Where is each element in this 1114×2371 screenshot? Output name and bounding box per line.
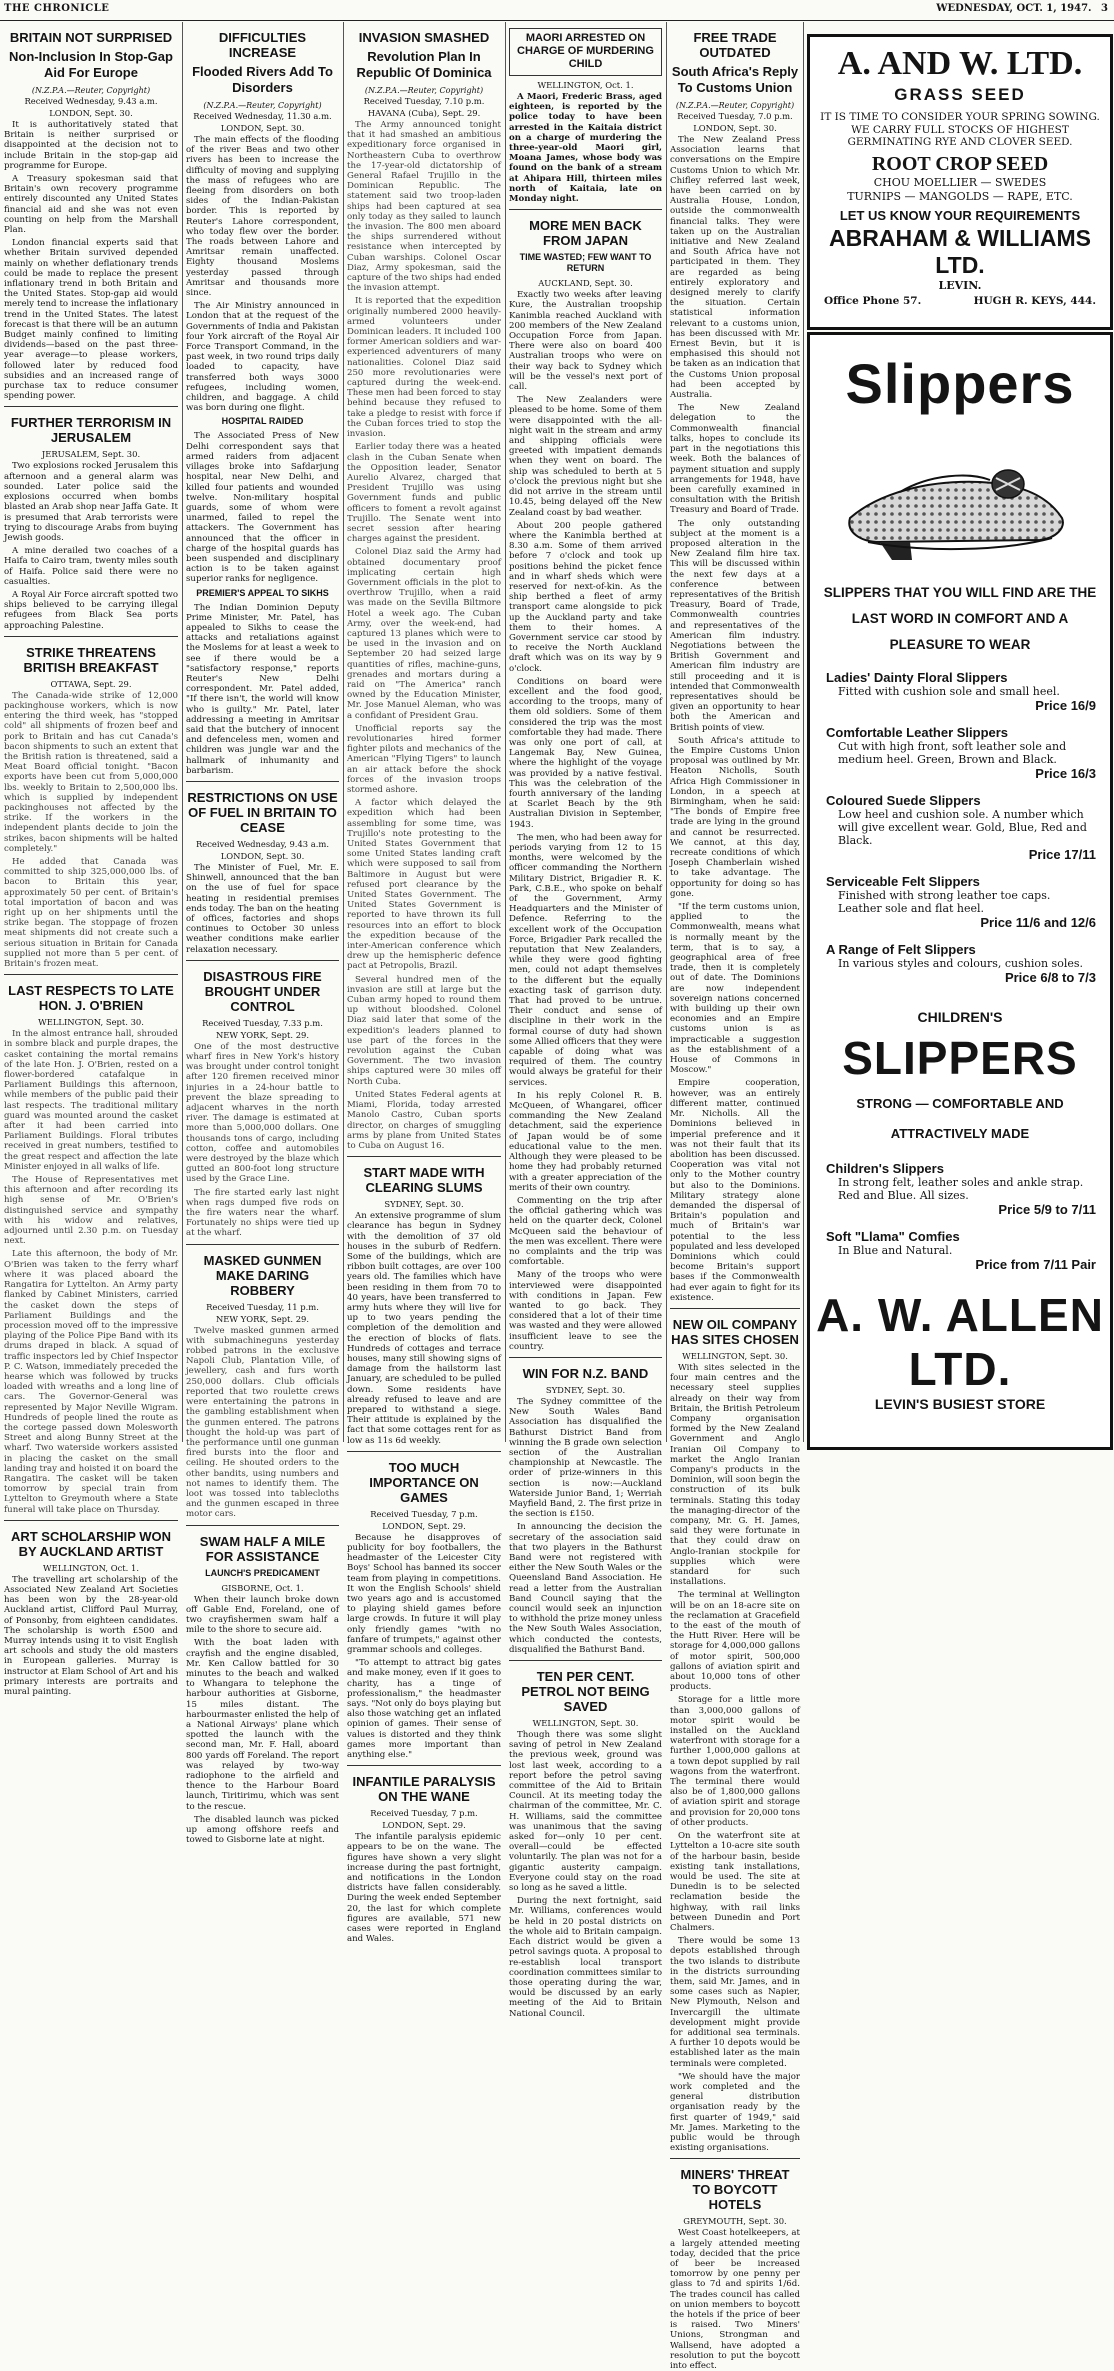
- article-dateline: LONDON, Sept. 30.: [220, 850, 305, 861]
- product-name: Ladies' Dainty Floral Slippers: [826, 670, 1008, 685]
- article-paragraph: Unofficial reports say the revolutionaries hired former fighter pilots and mechanics of the American "Flying Tigers" to launch an air attack before the shock forces of the invasion troops stormed ashore.: [347, 723, 501, 795]
- product-price: Price 16/9: [1035, 698, 1096, 713]
- article-received: Received Wednesday, 9.43 a.m.: [195, 838, 330, 849]
- article-received: Received Tuesday, 11 p.m.: [206, 1301, 319, 1312]
- ad-agent: HUGH R. KEYS, 444.: [973, 294, 1096, 307]
- ad-phone: Office Phone 57.: [824, 294, 922, 307]
- article-headline: MAORI ARRESTED ON CHARGE OF MURDERING CHILD: [517, 32, 654, 70]
- article-headline: TEN PER CENT. PETROL NOT BEING SAVED: [521, 1669, 650, 1715]
- article-paragraph: "To attempt to attract big gates and make money, even if it goes to charity, has a tinge of professionalism," the headmaster says. "Not only do boys playing but also those watching get an inflated opinion of games. Their sense of values is distorted and they think games more important than anything else.": [347, 1658, 501, 1761]
- article-paragraph: Though there was some slight saving of petrol in New Zealand the previous week, ground was lost last week, according to a report before the petrol saving committee of the Aid to Britain Council. At its meeting today the chairman of the committee, Mr. C. H. Williams, said the committee was unanimous that the saving asked for—only 10 per cent. overall—could be effected voluntarily. The plan was not for a gigantic austerity campaign. Everyone could stay on the road so long as he saved a little.: [509, 1730, 662, 1894]
- grass-seed-advertisement: [807, 34, 1113, 330]
- product-name: A Range of Felt Slippers: [826, 942, 976, 957]
- article-paragraph: Because he disapproves of publicity for boy footballers, the headmaster of the Leicester City Boys' School has banned its soccer team from playing in competitions. It won the English Schools' shield two years ago and is accustomed to playing shield games before large crowds. In future it will play only friendly games "with no fanfare of trumpets," against other grammar schools and colleges.: [347, 1532, 501, 1656]
- article-paragraph: The Air Ministry announced in London that at the request of the Governments of India and Pakistan four York aircraft of the Royal Air Force Transport Command, in the past week, in two round trips daily loaded to capacity, have transferred both ways 3000 refugees, including women, children, and baggage. A child was born during one flight.: [186, 301, 339, 414]
- product-price: Price 11/6 and 12/6: [980, 915, 1096, 930]
- product-name: Soft "Llama" Comfies: [826, 1229, 960, 1244]
- newspaper-name: THE CHRONICLE: [4, 3, 110, 14]
- product-price: Price 16/3: [1035, 766, 1096, 781]
- article-paragraph: The Indian Dominion Deputy Prime Minister, Mr. Patel, has appealed to Sikhs to cease the attacks and retaliations against the Moslems for at least a week to see if there would be a "satisfactory response," reports Reuter's New Delhi correspondent. Mr. Patel added, "If there isn't, the world will know who is guilty." Mr. Patel, later addressing a meeting in Amritsar said that the butchery of innocent and defenceless men, women and children was jungle war and the hallmark of inhumanity and barbarism.: [186, 602, 339, 776]
- article-paragraph: With sites selected in the four main centres and the necessary steel supplies already on their way from Britain, the British Petroleum Company organisation formed by the New Zealand Government and Anglo Iranian Oil Company to market the Anglo Iranian Company's products in the Dominion, will soon begin the construction of its bulk terminals. Stating this today the managing-director of the company, Mr. G. H. James, said they were fortunate in that they could draw on Anglo-Iranian stockpile for supplies which were standard for such installations.: [670, 1362, 800, 1588]
- article-dateline: LONDON, Sept. 30.: [693, 123, 777, 133]
- article-divider: [4, 974, 178, 975]
- column-divider: [803, 22, 804, 1442]
- column-divider: [182, 22, 183, 1442]
- product-name: Serviceable Felt Slippers: [826, 874, 980, 889]
- article-paragraph: United States Federal agents at Miami, Florida, today arrested Manolo Castro, Cuban sports director, on charges of smuggling arms by plane from United States to Cuba on August 16.: [347, 1089, 501, 1151]
- article-headline: LAST RESPECTS TO LATE HON. J. O'BRIEN: [8, 983, 174, 1014]
- article-paragraph: The disabled launch was picked up among offshore reefs and towed to Gisborne late at night.: [186, 1814, 339, 1846]
- article-divider: [4, 636, 178, 637]
- article-headline: START MADE WITH CLEARING SLUMS: [363, 1165, 485, 1196]
- column-divider: [666, 22, 667, 1442]
- article-paragraph: The New Zealand delegation to the Commonwealth financial talks, hopes to conclude its part in the negotiations this week. Both the balances of payment situation and supply arrangements for 1948, have been carefully examined in consultation with the British Treasury and Board of Trade.: [670, 403, 800, 516]
- article-headline: BRITAIN NOT SURPRISED: [9, 30, 173, 45]
- product-name: Children's Slippers: [826, 1161, 944, 1176]
- section-subhead: HOSPITAL RAIDED: [221, 416, 304, 427]
- article-paragraph: London financial experts said that whether Britain survived depended mainly on whether deflationary trends could be made to replace the present inflationary trend in both Britain and the United States. Stop-gap aid would merely tend to increase the inflationary trend in the United States. The latest forecast is that there will be an autumn Budget mainly confined to limiting dividends—based on the past three-year average—to please workers, followed later by reduced food subsidies and an increased range of purchase tax to reduce consumer spending power.: [4, 238, 178, 402]
- article-divider: [4, 1520, 178, 1521]
- article-paragraph: The House of Representatives met this afternoon and after recording its high sense of Mr. O'Brien's distinguished service and sympathy with his widow and relatives, adjourned until 2.30 p.m. on Tuesday next.: [4, 1175, 178, 1247]
- article-paragraph: It is reported that the expedition originally numbered 2000 heavily-armed volunteers under Dominican leaders. It included 100 former American soldiers and war-experienced adventurers of many nationalities. Colonel Diaz said 250 more revolutionaries were captured during the week-end. These men had been forced to stay behind because they refused to take a pledge to resist with force if the Cuban forces tried to stop the invasion.: [347, 296, 501, 440]
- article-divider: [670, 1308, 800, 1309]
- article-paragraph: The Army announced tonight that it had smashed an ambitious expeditionary force organised in Northeastern Cuba to overthrow the 17-year-old dictatorship of General Rafael Trujillo in the Dominican Republic. The statement said two troop-laden ships had been captured at sea only today as they sailed to launch the invasion. The 800 men aboard the ships surrendered without resistance when intercepted by Cuban warships. Colonel Oscar Diaz, Army spokesman, said the capture of the two ships had ended the invasion attempt.: [347, 120, 501, 294]
- store-name: A. W. ALLEN LTD.: [816, 1289, 1104, 1395]
- store-slogan: LEVIN'S BUSIEST STORE: [874, 1396, 1046, 1412]
- article-divider: [509, 209, 662, 210]
- article-dateline: LONDON, Sept. 30.: [220, 123, 305, 133]
- article-subheadline: LAUNCH'S PREDICAMENT: [205, 1567, 320, 1578]
- product-item: [826, 793, 1096, 862]
- ad-heading: GRASS SEED: [894, 85, 1026, 104]
- column-5: [670, 22, 800, 2371]
- article-dateline: GISBORNE, Oct. 1.: [221, 1582, 304, 1593]
- product-description: In Blue and Natural.: [838, 1244, 953, 1257]
- column-3: [347, 22, 501, 1945]
- article-headline: ART SCHOLARSHIP WON BY AUCKLAND ARTIST: [10, 1528, 172, 1559]
- article-divider: [4, 406, 178, 407]
- ad-headline: Slippers: [845, 352, 1075, 415]
- article-headline: TOO MUCH IMPORTANCE ON GAMES: [369, 1459, 479, 1505]
- article-paragraph: The New Zealand Press Association learns that conversations on the Empire Customs Union to which Mr. Chifley referred last week, have been carried on by Australia House, London, outside the commonwealth financial talks. They were taken up on the Australian initiative and New Zealand and South Africa have not participated in them. They are regarded as being entirely exploratory and designed merely to clarify the situation. Certain statistical information relevant to a customs union, has been discussed with Mr. Ernest Bevin, but it is emphasised this should not be taken as an indication that the Customs Union proposal had been accepted by Australia.: [670, 135, 800, 401]
- article-paragraph: The main effects of the flooding of the river Beas and two other rivers has been to increase the difficulty of moving and supplying the mass of refugees who are fleeing from disorders on both sides of the Indian-Pakistan border. This is reported by Reuter's Lahore correspondent, who today flew over the border. The roads between Lahore and Amritsar remain unaffected. Eighty thousand Moslems yesterday passed through Amritsar and thousands more since.: [186, 135, 339, 299]
- article-dateline: NEW YORK, Sept. 29.: [215, 1313, 310, 1324]
- product-item: [826, 942, 1096, 985]
- article-dateline: WELLINGTON, Sept. 30.: [38, 1017, 144, 1028]
- article-headline: INFANTILE PARALYSIS ON THE WANE: [352, 1774, 496, 1805]
- article-dateline: LONDON, Sept. 29.: [382, 1820, 466, 1831]
- article-divider: [347, 1765, 501, 1766]
- section-subhead: PREMIER'S APPEAL TO SIKHS: [196, 587, 329, 598]
- product-item: [826, 1161, 1096, 1217]
- article-dateline: SYDNEY, Sept. 30.: [545, 1384, 626, 1395]
- article-paragraph: The Associated Press of New Delhi correspondent says that armed raiders from adjacent villages broke into Safdarjung hospital, near New Delhi, and killed four patients and wounded twelve. Non-military hospital guards, some of whom were unarmed, failed to repel the attackers. The Government has announced that the officer in charge of the hospital guards has been suspended and disciplinary action is to be taken against superior ranks for negligence.: [186, 431, 339, 585]
- article-received: Received Tuesday, 7.10 p.m.: [363, 96, 485, 106]
- article-paragraph: "We should have the major work completed and the general distribution organisation ready by the first quarter of 1949," said Mr. James. Marketing to the public would be through existing organisations.: [670, 2071, 800, 2154]
- article-divider: [509, 1660, 662, 1661]
- article-received: Received Tuesday, 7.0 p.m.: [677, 111, 793, 121]
- article-paragraph: The Canada-wide strike of 12,000 packinghouse workers, which is now entering the third week, has "stopped cold" all shipments of frozen beef and pork to Britain and has cut Canada's bacon shipments to such an extent that the British ration is threatened, said a Meat Board official tonight. "Bacon exports have been cut from 5,000,000 lbs. weekly to Britain to 2,500,000 lbs. which is supplied by independent packinghouses not affected by the strike. If the workers in the independent plants decide to join the strikes, bacon shipments will be halted completely.": [4, 690, 178, 854]
- article-paragraph: About 200 people gathered where the Kanimbla berthed at 8.30 a.m. Some of them arrived before 7 o'clock and took up positions behind the picket fence and in wharf sheds which were reserved for next-of-kin. As the ship berthed a fleet of army transport came alongside to pick up the Auckland party and take them to their homes. A Government service car stood by to receive the North Auckland draft which was on its way by 9 o'clock.: [509, 520, 662, 674]
- article-paragraph: "If the term customs union, applied to the Commonwealth, means what is normally meant by the term, that is to say, a geographical area of free trade, then it is completely out of date. The Dominions are now independent sovereign nations concerned with building up their own economies and an Empire customs union is as impracticable a suggestion as the establishment of a House of Commons in Moscow.": [670, 902, 800, 1076]
- article-dateline: WELLINGTON, Sept. 30.: [682, 1350, 788, 1361]
- article-paragraph: The travelling art scholarship of the Associated New Zealand Art Societies has been won by the 28-year-old Auckland artist, Clifford Paul Murray, of Ponsonby, from eighteen candidates. The scholarship is worth £500 and Murray intends using it to visit English art schools and study the old masters in European galleries. Murray is instructor at Elam School of Art and his primary interests are portraits and mural painting.: [4, 1574, 178, 1697]
- article-headline-box: [509, 28, 662, 76]
- article-headline: FURTHER TERRORISM IN JERUSALEM: [10, 415, 172, 446]
- product-price: Price 6/8 to 7/3: [1004, 970, 1096, 985]
- article-paragraph: In his reply Colonel R. B. McQueen, of Whangarei, officer commanding the New Zealand detachment, said the experience of Japan would be of some educational value to the men. Although they were pleased to be home they had probably returned with a greater appreciation of the merits of their own country.: [509, 1090, 662, 1193]
- article-dateline: OTTAWA, Sept. 29.: [50, 678, 132, 689]
- article-headline: WIN FOR N.Z. BAND: [522, 1365, 649, 1381]
- article-paragraph: The infantile paralysis epidemic appears to be on the wane. The figures have shown a very slight increase during the past fortnight, and notifications in the London districts have fallen considerably. During the week ended September 20, the last for which complete figures are available, 571 new cases were reported in England and Wales.: [347, 1832, 501, 1945]
- article-paragraph: The Minister of Fuel, Mr. E. Shinwell, announced that the ban on the use of fuel for space heating in residential premises ends today. The ban on the heating of offices, factories and shops continues to October 30 unless weather conditions make earlier relaxation necessary.: [186, 862, 339, 955]
- article-headline: DISASTROUS FIRE BROUGHT UNDER CONTROL: [203, 968, 322, 1014]
- ad-product-line: CHOU MOELLIER — SWEDES: [873, 175, 1047, 189]
- product-list: [810, 1161, 1110, 1272]
- article-headline: STRIKE THREATENS BRITISH BREAKFAST: [23, 644, 159, 675]
- product-name: Comfortable Leather Slippers: [826, 725, 1009, 740]
- ad-town: LEVIN.: [938, 278, 982, 292]
- slippers-advertisement: [807, 332, 1113, 1450]
- page-number: 3: [1101, 3, 1108, 14]
- article-subheadline: South Africa's Reply To Customs Union: [671, 64, 799, 95]
- product-item: [826, 874, 1096, 930]
- article-paragraph: South Africa's attitude to the Empire Customs Union proposal was outlined by Mr. Heaton Nicholls, South Africa High Commissioner in London, in a speech at Birmingham, when he said: "The bonds of Empire free trade are lying in the ground and cannot be resurrected. We cannot, at this day, recreate conditions of which Joseph Chamberlain wished to take advantage. The opportunity for doing so has gone.: [670, 735, 800, 899]
- article-dateline: GREYMOUTH, Sept. 30.: [683, 2216, 787, 2227]
- column-4: [509, 22, 662, 2019]
- article-headline: SWAM HALF A MILE FOR ASSISTANCE: [199, 1533, 326, 1564]
- article-paragraph: Exactly two weeks after leaving Kure, the Australian troopship Kanimbla reached Auckland with 200 members of the New Zealand Occupation Force from Japan. There were also on board 400 Australian troops who were on their way back to Sydney which will be the vessel's next port of call.: [509, 290, 662, 393]
- article-paragraph: On the waterfront site at Lyttelton a 10-acre site south of the harbour basin, beside existing tank installations, would be used. The site at Dunedin is to be selected reclamation beside the highway, with rail links between Dunedin and Port Chalmers.: [670, 1831, 800, 1933]
- product-price: Price from 7/11 Pair: [975, 1257, 1096, 1272]
- ad-body: IT IS TIME TO CONSIDER YOUR SPRING SOWING. WE CARRY FULL STOCKS OF HIGHEST GERMINATING RYE AND CLOVER SEED.: [820, 111, 1100, 148]
- product-price: Price 17/11: [1028, 847, 1096, 862]
- article-paragraph: Empire cooperation, however, was an entirely different matter, continued Mr. Nicholls. All the Dominions believed in imperial preference and it was not their fault that its abolition has been discussed. Cooperation was vital not only to the Mother country but also to the Dominions. Military strategy alone demanded the dispersal of Britain's population and much of Britain's war potential to the less populated and less developed Dominions which could become Britain's support bases if the Commonwealth had ever again to fight for its existence.: [670, 1078, 800, 1303]
- column-divider: [505, 22, 506, 1442]
- article-paragraph: The terminal at Wellington will be on an 18-acre site on the reclamation at Gracefield to the east of the mouth of the Hutt River. Here will be storage for 4,000,000 gallons of motor spirit, 500,000 gallons of aviation spirit and about 10,000 tons of other products.: [670, 1590, 800, 1693]
- article-subheadline: TIME WASTED; FEW WANT TO RETURN: [519, 252, 652, 274]
- ad-callout: LET US KNOW YOUR REQUIREMENTS: [839, 207, 1081, 223]
- article-paragraph: The men, who had been away for periods varying from 12 to 15 months, were welcomed by the officer commanding the Northern Military District, Brigadier R. K. Park, C.B.E., who spoke on behalf of the Government, Army Headquarters and the Minister of Defence. Referring to the excellent work of the Occupation Force, Brigadier Park recalled the reputation that New Zealanders, while they were good fighting men, could not adapt themselves to the different but the equally exacting task of garrison duty. That had proved to be untrue. Their conduct and sense of discipline in their work in the formal course of duty had shown some Allied officers that they were capable of doing what was required of them. The country would always be grateful for their services.: [509, 832, 662, 1088]
- product-description: Finished with strong leather toe caps. Leather sole and flat heel.: [838, 889, 1051, 915]
- article-headline: MINERS' THREAT TO BOYCOTT HOTELS: [680, 2167, 790, 2213]
- article-paragraph: A factor which delayed the expedition which had been assembling for some time, was Trujillo's note protesting to the United States Government that some United States landing craft which were supposed to sail from Baltimore in August but were refused port clearance by the United States Government. The United States Government is reported to have thrown its full resources into an effort to block the expedition because of the inter-American conference which drew up the hemispheric defence pact at Petropolis, Brazil.: [347, 798, 501, 972]
- article-headline: DIFFICULTIES INCREASE: [218, 30, 307, 60]
- article-dateline: HAVANA (Cuba), Sept. 29.: [367, 108, 481, 118]
- article-credit: (N.Z.P.A.—Reuter, Copyright): [203, 101, 322, 110]
- article-paragraph: The only outstanding subject at the moment is a proposed alteration in the New Zealand film hire tax. This will be discussed within the next few days at a conference between representatives of the British Treasury, Board of Trade, Commonwealth countries and representatives of the American film industry. Negotiations between the British Government and American film industry are still proceeding and it is intended that Commonwealth representatives should be given an opportunity to hear both the American and British points of view.: [670, 518, 800, 733]
- article-paragraph: Storage for a little more than 3,000,000 gallons of motor spirit would be installed on the Auckland waterfront with storage for a further 1,000,000 gallons at a town depot supplied by rail wagons from the waterfront. The terminal there would also be of 1,800,000 gallons of aviation spirit and storage and provision for 20,000 tons of other products.: [670, 1695, 800, 1828]
- product-description: Fitted with cushion sole and small heel.: [838, 685, 1060, 698]
- article-divider: [670, 2158, 800, 2159]
- article-received: Received Tuesday, 7 p.m.: [370, 1808, 478, 1819]
- article-paragraph: An extensive programme of slum clearance has begun in Sydney with the demolition of 37 old houses in the suburb of Redfern. Some of the buildings, which are ribbon built cottages, are over 100 years old. The families which have been residing in them from 70 to 40 years, have been transferred to army huts where they will live for up to two years pending the completion of the demolition and the erection of blocks of flats. Hundreds of cottages and terrace houses, many still showing signs of damage from the hailstorm last January, are scheduled to be pulled down. Some residents have already refused to leave and are prepared to withstand a siege. Their attitude is explained by the fact that some cottages rent for as low as 11s 6d weekly.: [347, 1211, 501, 1446]
- article-paragraph: A Maori, Frederic Brass, aged eighteen, is reported by the police today to have been arrested in the Kaitaia district on a charge of murdering the three-year-old Maori girl, Moana James, whose body was found on the bank of a stream at Ahipara Hill, thirteen miles north of Kaitaia, late on Monday night.: [509, 92, 662, 205]
- article-headline: FREE TRADE OUTDATED: [693, 30, 777, 60]
- product-description: Low heel and cushion sole. A number which will give excellent wear. Gold, Blue, Red and Black.: [838, 808, 1087, 847]
- product-item: [826, 670, 1096, 713]
- column-divider: [343, 22, 344, 1442]
- article-headline: INVASION SMASHED: [358, 30, 490, 45]
- article-dateline: LONDON, Sept. 30.: [49, 108, 133, 118]
- article-paragraph: A mine derailed two coaches of a Haifa to Cairo tram, twenty miles south of Haifa. Police said there were no casualties.: [4, 546, 178, 587]
- article-paragraph: The New Zealanders were pleased to be home. Some of them were disappointed with the all-night wait in the stream and army and shipping officials were greeted with impatient demands when they went on board. The ship was scheduled to berth at 5 o'clock the previous night but she did not arrive in the stream until 10.45, being delayed off the New Zealand coast by bad weather.: [509, 395, 662, 518]
- product-description: In various styles and colours, cushion soles.: [838, 957, 1083, 970]
- article-subheadline: Flooded Rivers Add To Disorders: [192, 64, 333, 95]
- article-divider: [347, 1451, 501, 1452]
- article-credit: (N.Z.P.A.—Reuter, Copyright): [675, 101, 795, 110]
- product-item: [826, 1229, 1096, 1272]
- article-paragraph: Conditions on board were excellent and the food good, according to the troops, many of them old soldiers. Some of them considered the trip was the most comfortable they had made. There was only one port of call, at Langemak Bay, New Guinea, where the highlight of the voyage was provided by a native festival. This was the celebration of the fourth anniversary of the landing at Scarlet Beach by the 9th Australian Division in September, 1943.: [509, 676, 662, 830]
- article-received: Received Tuesday, 7.33 p.m.: [202, 1017, 323, 1028]
- article-headline: RESTRICTIONS ON USE OF FUEL IN BRITAIN TO CEASE: [187, 789, 338, 835]
- article-received: Received Tuesday, 7 p.m.: [370, 1508, 478, 1519]
- article-paragraph: West Coast hotelkeepers, at a largely attended meeting today, decided that the price of beer be increased tomorrow by one penny per glass to 7d and spirits 1/6d. The trades council has called on union members to boycott the hotels if the price of beer is raised. Two Miners' Unions, Strongman and Wallsend, have adopted a resolution to put the boycott into effect.: [670, 2228, 800, 2371]
- article-subheadline: Revolution Plan In Republic Of Dominica: [356, 49, 492, 80]
- date-text: WEDNESDAY, OCT. 1, 1947.: [936, 3, 1092, 14]
- article-paragraph: Late this afternoon, the body of Mr. O'Brien was taken to the ferry wharf where it was placed aboard the Rangatira for Lyttelton. An Army party flanked by Cabinet Ministers, carried the casket down the steps of Parliament Buildings and the procession moved off to the impressive playing of the Police Pipe Band with its drums draped in black. A squad of traffic inspectors led by Chief Inspector P. C. Watson, immediately preceded the hearse which was followed by trucks loaded with wreaths and a long line of cars. The Governor-General was represented by Major Neville Wigram. Hundreds of people lined the route as the cortege passed down Molesworth Street and along Bunny Street at the wharf. Two waterside workers assisted in placing the casket on the small landing tray and hoisted it on board the Rangatira. The casket will be taken tomorrow by special train from Lyttelton to Greymouth where a State funeral will take place on Thursday.: [4, 1249, 178, 1515]
- article-dateline: SYDNEY, Sept. 30.: [384, 1199, 464, 1210]
- article-paragraph: Earlier today there was a heated clash in the Cuban Senate when the Opposition leader, Senator Aurelio Alvarez, charged that President Trujillo was using Government funds and public officers to foment a revolt against Trujillo. The Senate went into secret session after hearing charges against the president.: [347, 442, 501, 545]
- article-credit: (N.Z.P.A.—Reuter, Copyright): [364, 86, 484, 95]
- ad-product-line: TURNIPS — MANGOLDS — RAPE, ETC.: [847, 189, 1073, 203]
- article-paragraph: A Treasury spokesman said that Britain's own recovery programme entirely discounted any United States financial aid and she was not even counting on help from the Marshall Plan.: [4, 174, 178, 236]
- children-tagline: STRONG — COMFORTABLE AND ATTRACTIVELY MADE: [856, 1096, 1064, 1141]
- product-description: Cut with high front, soft leather sole and medium heel. Green, Brown and Black.: [838, 740, 1067, 766]
- product-description: In strong felt, leather soles and ankle strap. Red and Blue. All sizes.: [838, 1176, 1084, 1202]
- article-paragraph: One of the most destructive wharf fires in New York's history was brought under control tonight after 120 firemen received minor injuries in a 24-hour battle to prevent the blaze spreading to adjacent wharves in the north river. The damage is estimated at more than 5,000,000 dollars. One thousands tons of cargo, including cotton, coffee and automobiles were destroyed by the blaze which gutted an 800-foot long structure used by the Grace Line.: [186, 1041, 339, 1185]
- ad-firm-name: ABRAHAM & WILLIAMS LTD.: [829, 224, 1091, 278]
- article-paragraph: He added that Canada was committed to ship 325,000,000 lbs. of bacon to Britain this year, approximately 50 per cent. of Britain's total importation of bacon and was right up on her shipments until the strike began. The stoppage of frozen meat shipments did not create such a serious situation in Britain for Canada supplied not more than 5 per cent. of Britain's frozen meat.: [4, 856, 178, 970]
- article-paragraph: The Sydney committee of the New South Wales Band Association has disqualified the Bathurst District Band from winning the B grade own selection section of the Australian championship at Newcastle. The order of prize-winners in this section is now:—Auckland Waterside Junior Band, 1; Werriah Mayfield Band, 2. The first prize in the section is £150.: [509, 1396, 662, 1520]
- article-dateline: WELLINGTON, Sept. 30.: [532, 1718, 639, 1729]
- article-dateline: NEW YORK, Sept. 29.: [215, 1029, 310, 1040]
- slipper-illustration: [840, 422, 1080, 572]
- article-paragraph: There would be some 13 depots established through the two islands to distribute in the districts surrounding them, said Mr. James, and in some cases such as Napier, New Plymouth, Nelson and Invercargill the ultimate development might provide for additional sea terminals. A further 10 depots would be established later as the main terminals were completed.: [670, 1936, 800, 2069]
- column-1: [4, 22, 178, 1697]
- product-price: Price 5/9 to 7/11: [998, 1202, 1096, 1217]
- product-name: Coloured Suede Slippers: [826, 793, 981, 808]
- ad-tagline: SLIPPERS THAT YOU WILL FIND ARE THE LAST WORD IN COMFORT AND A PLEASURE TO WEAR: [823, 585, 1097, 652]
- article-paragraph: With the boat laden with crayfish and the engine disabled, Mr. Ken Callow battled for 30 minutes to the beach and walked to Whangara to telephone the harbour authorities at Gisborne, 15 miles distant. The harbourmaster enlisted the help of a National Airways' plane which spotted the launch with the second man, Mr. F. Hall, aboard 800 yards off Foreland. The report was relayed by two-way radiophone to the airfield and thence to the Harbour Board launch, Tiritirimu, which was sent to the rescue.: [186, 1638, 339, 1812]
- article-paragraph: Many of the troops who were interviewed were disappointed with conditions in Japan. Few wanted to go back. They considered that a lot of their time was wasted and they were allowed insufficient leave to see the country.: [509, 1270, 662, 1352]
- children-heading: CHILDREN'S: [917, 1009, 1003, 1025]
- article-paragraph: Commenting on the trip after the official gathering which was held on the quarter deck, Colonel McQueen said the behaviour of the men was excellent. There were no complaints and the trip was comfortable.: [509, 1195, 662, 1268]
- article-paragraph: When their launch broke down off Gable End, Foreland, one of two crayfishermen swam half a mile to the shore to secure aid.: [186, 1594, 339, 1636]
- article-paragraph: Twelve masked gunmen armed with submachineguns yesterday robbed patrons in the exclusive Napoli Club, Plantation Ville, of jewellery, cash and furs worth 250,000 dollars. Club officials reported that two roulette crews were entertaining the patrons in the gambling establishment when the gunmen entered. The patrons thought the hold-up was part of the performance until one gunman fired bursts into the floor and ceiling. He shouted orders to the other bandits, using numbers and not names to identify them. The loot was tossed into tablecloths and the gunmen escaped in three motor cars.: [186, 1325, 339, 1520]
- ad-firm-title: A. AND W. LTD.: [837, 45, 1083, 82]
- issue-date: [930, 3, 1108, 14]
- article-paragraph: In the almost entrance hall, shrouded in sombre black and purple drapes, the casket containing the mortal remains of the late Hon. J. O'Brien, rested on a flower-bordered catafalque in Parliament Buildings this afternoon, while members of the public paid their last respects. The traditional military guard was mounted around the casket after it had been carried into Parliament Buildings. Floral tributes received in great numbers, testified to the great respect and affection the late Minister enjoyed in all walks of life.: [4, 1029, 178, 1172]
- article-paragraph: Colonel Diaz said the Army had obtained documentary proof implicating certain high Government officials in the plot to overthrow Trujillo, when a raid was made on the Sevilla Biltmore Hotel a week ago. The Cuban Army, over the week-end, had captured 13 planes which were to be used in the invasion and on September 20 had seized large quantities of rifles, machine-guns, grenades and mortars during a raid on "The America" ranch owned by the Education Minister, Mr. Jose Manuel Aleman, who was a confidant of President Grau.: [347, 547, 501, 721]
- article-received: Received Wednesday, 11.30 a.m.: [193, 111, 332, 121]
- article-divider: [186, 1525, 339, 1526]
- article-divider: [347, 1156, 501, 1157]
- product-list: [810, 670, 1110, 985]
- ad-contact-row: [824, 295, 1096, 307]
- article-subheadline: Non-Inclusion In Stop-Gap Aid For Europe: [9, 49, 173, 80]
- article-dateline: AUCKLAND, Sept. 30.: [538, 278, 633, 289]
- article-paragraph: In announcing the decision the secretary of the association said that two players in the Bathurst Band were not registered with either the New South Wales or the Queensland Band Association. He read a letter from the Australian Band Council saying that the council would seek an injunction to withhold the prize money unless the New South Wales Association, which conducted the contests, disqualified the Bathurst Band.: [509, 1522, 662, 1655]
- article-divider: [186, 1244, 339, 1245]
- article-paragraph: The fire started early last night when rags dumped five rods on the fire waters near the wharf. Fortunately no ships were tied up at the wharf.: [186, 1187, 339, 1239]
- masthead: [0, 0, 1114, 21]
- article-dateline: LONDON, Sept. 29.: [382, 1520, 466, 1531]
- article-dateline: WELLINGTON, Oct. 1.: [43, 1562, 139, 1573]
- article-divider: [509, 1357, 662, 1358]
- article-paragraph: During the next fortnight, said Mr. Williams, conferences would be held in 20 postal districts on the whole aid to Britain campaign. Each district would be given a petrol savings quota. A proposal to re-establish local transport coordination committees similar to those operating during the war, would be discussed by an early meeting of the Aid to Britain National Council.: [509, 1896, 662, 2019]
- article-paragraph: It is authoritatively stated that Britain is neither surprised or disappointed at the decision not to include Britain in the stop-gap aid programme for Europe.: [4, 120, 178, 171]
- article-headline: NEW OIL COMPANY HAS SITES CHOSEN: [671, 1316, 799, 1347]
- column-2: [186, 22, 339, 1846]
- article-paragraph: A Royal Air Force aircraft spotted two ships believed to be carrying illegal refugees from Black Sea ports approaching Palestine.: [4, 589, 178, 631]
- article-credit: (N.Z.P.A.—Reuter, Copyright): [31, 86, 151, 95]
- article-paragraph: Several hundred men of the invasion are still at large but the Cuban army hoped to round them up without bloodshed. Colonel Diaz said later that some of the expedition's leaders planned to use part of the forces in the revolution against the Cuban Government. The two invasion ships captured were 30 miles off North Cuba.: [347, 974, 501, 1087]
- article-received: Received Wednesday, 9.43 a.m.: [24, 96, 158, 106]
- children-title: SLIPPERS: [842, 1032, 1078, 1084]
- article-paragraph: Two explosions rocked Jerusalem this afternoon and a general alarm was sounded. Later police said the explosions occurred when bombs blasted an Arab shop near Jaffa Gate. It is presumed that Arab terrorists were trying to discourage Arabs from buying Jewish goods.: [4, 461, 178, 543]
- article-dateline: JERUSALEM, Sept. 30.: [41, 449, 141, 460]
- article-divider: [186, 781, 339, 782]
- article-divider: [186, 960, 339, 961]
- ad-heading: ROOT CROP SEED: [871, 152, 1049, 175]
- product-item: [826, 725, 1096, 781]
- article-headline: MORE MEN BACK FROM JAPAN: [529, 218, 642, 249]
- article-headline: MASKED GUNMEN MAKE DARING ROBBERY: [203, 1252, 322, 1298]
- article-dateline: WELLINGTON, Oct. 1.: [537, 80, 634, 90]
